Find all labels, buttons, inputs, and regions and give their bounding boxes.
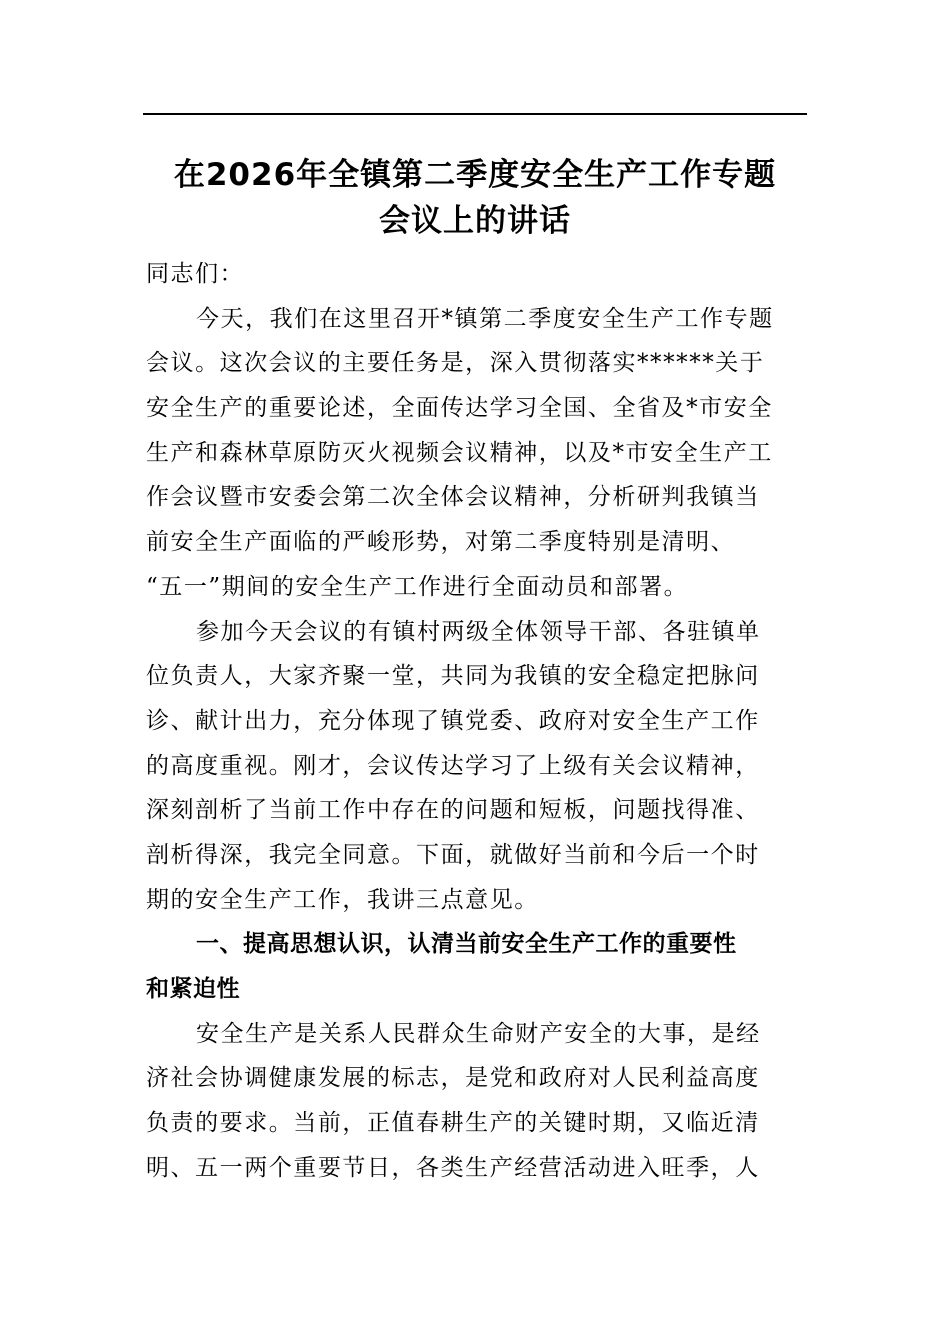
- document-title: [143, 152, 807, 244]
- paragraph-line: 诊、献计出力，充分体现了镇党委、政府对安全生产工作: [146, 707, 760, 734]
- paragraph-line: 明、五一两个重要节日，各类生产经营活动进入旺季，人: [146, 1154, 760, 1181]
- section-heading: 一、提高思想认识，认清当前安全生产工作的重要性: [196, 931, 737, 958]
- paragraph-line: 生产和森林草原防灭火视频会议精神，以及*市安全生产工: [146, 439, 773, 466]
- paragraph-line: 作会议暨市安委会第二次全体会议精神，分析研判我镇当: [146, 484, 760, 511]
- paragraph-line: 的高度重视。刚才，会议传达学习了上级有关会议精神，: [146, 752, 760, 779]
- document-body: [146, 252, 810, 1190]
- paragraph-line: 安全生产是关系人民群众生命财产安全的大事，是经: [196, 1020, 761, 1047]
- salutation: 同志们：: [146, 261, 245, 287]
- paragraph-line: 期的安全生产工作，我讲三点意见。: [146, 886, 539, 913]
- paragraph-line: 济社会协调健康发展的标志，是党和政府对人民利益高度: [146, 1065, 760, 1092]
- paragraph-line: 今天，我们在这里召开*镇第二季度安全生产工作专题: [196, 305, 774, 332]
- paragraph-line: 位负责人，大家齐聚一堂，共同为我镇的安全稳定把脉问: [146, 663, 760, 690]
- paragraph-line: “五一”期间的安全生产工作进行全面动员和部署。: [146, 573, 689, 600]
- title-line: 在2026年全镇第二季度安全生产工作专题: [173, 157, 777, 193]
- paragraph-line: 前安全生产面临的严峻形势，对第二季度特别是清明、: [146, 529, 736, 556]
- title-line: 会议上的讲话: [379, 203, 571, 239]
- section-heading: 和紧迫性: [146, 976, 240, 1002]
- paragraph-line: 参加今天会议的有镇村两级全体领导干部、各驻镇单: [196, 618, 761, 645]
- paragraph-line: 会议。这次会议的主要任务是，深入贯彻落实******关于: [146, 350, 765, 377]
- paragraph-line: 安全生产的重要论述，全面传达学习全国、全省及*市安全: [146, 395, 773, 422]
- paragraph-line: 剖析得深，我完全同意。下面，就做好当前和今后一个时: [146, 841, 760, 868]
- paragraph-line: 深刻剖析了当前工作中存在的问题和短板，问题找得准、: [146, 797, 760, 824]
- header-rule: [143, 113, 807, 115]
- paragraph-line: 负责的要求。当前，正值春耕生产的关键时期，又临近清: [146, 1110, 760, 1137]
